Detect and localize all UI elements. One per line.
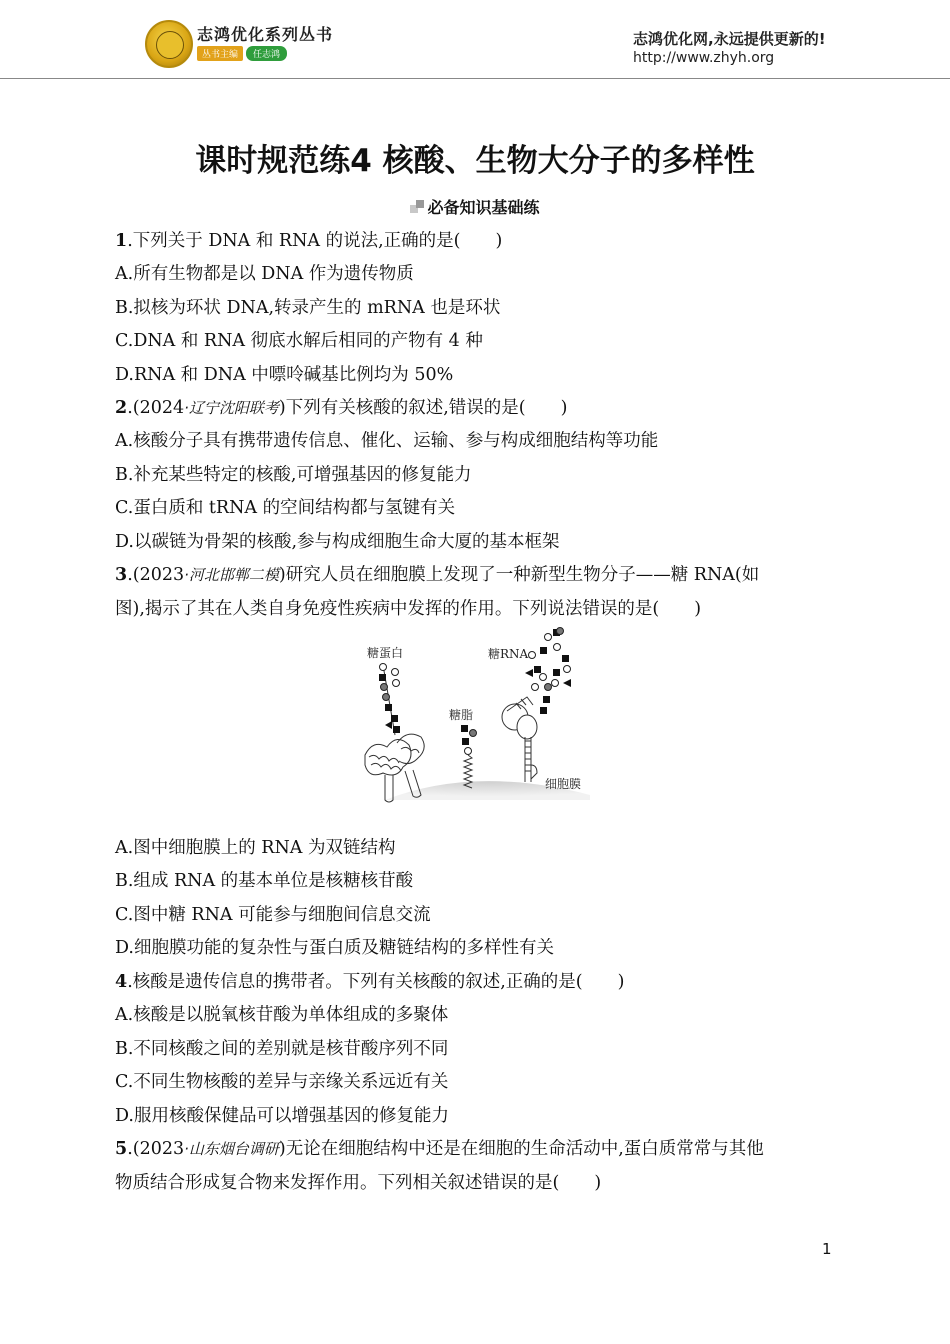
q4-option-a: A.核酸是以脱氧核苷酸为单体组成的多聚体 [115, 1005, 449, 1025]
q2-option-c: C.蛋白质和 tRNA 的空间结构都与氢键有关 [115, 498, 456, 518]
glycolipid-chain [461, 725, 477, 788]
q2-option-a: A.核酸分子具有携带遗传信息、催化、运输、参与构成细胞结构等功能 [115, 431, 659, 451]
glycoprotein-sugar-chain [379, 664, 400, 736]
q3-option-d: D.细胞膜功能的复杂性与蛋白质及糖链结构的多样性有关 [115, 938, 554, 958]
page-title: 课时规范练4 核酸、生物大分子的多样性 [195, 143, 755, 179]
label-glyco-rna: 糖RNA [488, 647, 529, 661]
q1-option-a: A.所有生物都是以 DNA 作为遗传物质 [115, 264, 414, 284]
section-marker-icon [410, 200, 424, 214]
q1-option-c: C.DNA 和 RNA 彻底水解后相同的产物有 4 种 [115, 331, 483, 351]
brand-logo-icon [145, 20, 193, 68]
question-5-stem-line1: 5.(2023·山东烟台调研)无论在细胞结构中还是在细胞的生命活动中,蛋白质常常与其他 [115, 1139, 764, 1159]
label-glycolipid: 糖脂 [449, 708, 474, 722]
q3-option-a: A.图中细胞膜上的 RNA 为双链结构 [115, 838, 396, 858]
q3-option-c: C.图中糖 RNA 可能参与细胞间信息交流 [115, 905, 431, 925]
question-4-stem: 4.核酸是遗传信息的携带者。下列有关核酸的叙述,正确的是( ) [115, 972, 625, 992]
brand-editor [197, 46, 287, 60]
site-url[interactable]: http://www.zhyh.org [633, 50, 775, 66]
section-title: 必备知识基础练 [427, 198, 540, 217]
brand-title: 志鸿优化系列丛书 [197, 25, 334, 44]
page-header [0, 0, 950, 80]
q2-option-b: B.补充某些特定的核酸,可增强基因的修复能力 [115, 465, 472, 485]
question-2-stem: 2.(2024·辽宁沈阳联考)下列有关核酸的叙述,错误的是( ) [115, 398, 568, 418]
label-glycoprotein: 糖蛋白 [367, 646, 404, 660]
q1-option-b: B.拟核为环状 DNA,转录产生的 mRNA 也是环状 [115, 298, 501, 318]
editor-tag: 丛书主编 [197, 46, 243, 61]
q3-option-b: B.组成 RNA 的基本单位是核糖核苷酸 [115, 871, 414, 891]
header-divider [0, 78, 950, 79]
question-1-stem: 1.下列关于 DNA 和 RNA 的说法,正确的是( ) [115, 231, 503, 251]
q1-option-d: D.RNA 和 DNA 中嘌呤碱基比例均为 50% [115, 365, 454, 385]
section-heading [0, 195, 950, 218]
page-number: 1 [822, 1240, 832, 1258]
slogan: 志鸿优化网,永远提供更新的! [633, 30, 826, 48]
label-membrane: 细胞膜 [545, 777, 582, 791]
question-5-stem-line2: 物质结合形成复合物来发挥作用。下列相关叙述错误的是( ) [115, 1173, 602, 1193]
editor-name: 任志鸿 [246, 46, 287, 61]
q4-option-c: C.不同生物核酸的差异与亲缘关系远近有关 [115, 1072, 449, 1092]
question-3-stem-line2: 图),揭示了其在人类自身免疫性疾病中发挥的作用。下列说法错误的是( ) [115, 599, 702, 619]
cell-membrane-figure [355, 625, 600, 805]
q2-option-d: D.以碳链为骨架的核酸,参与构成细胞生命大厦的基本框架 [115, 532, 560, 552]
q4-option-b: B.不同核酸之间的差别就是核苷酸序列不同 [115, 1039, 449, 1059]
q4-option-d: D.服用核酸保健品可以增强基因的修复能力 [115, 1106, 449, 1126]
question-3-stem-line1: 3.(2023·河北邯郸二模)研究人员在细胞膜上发现了一种新型生物分子——糖 RNA(如 [115, 565, 760, 585]
